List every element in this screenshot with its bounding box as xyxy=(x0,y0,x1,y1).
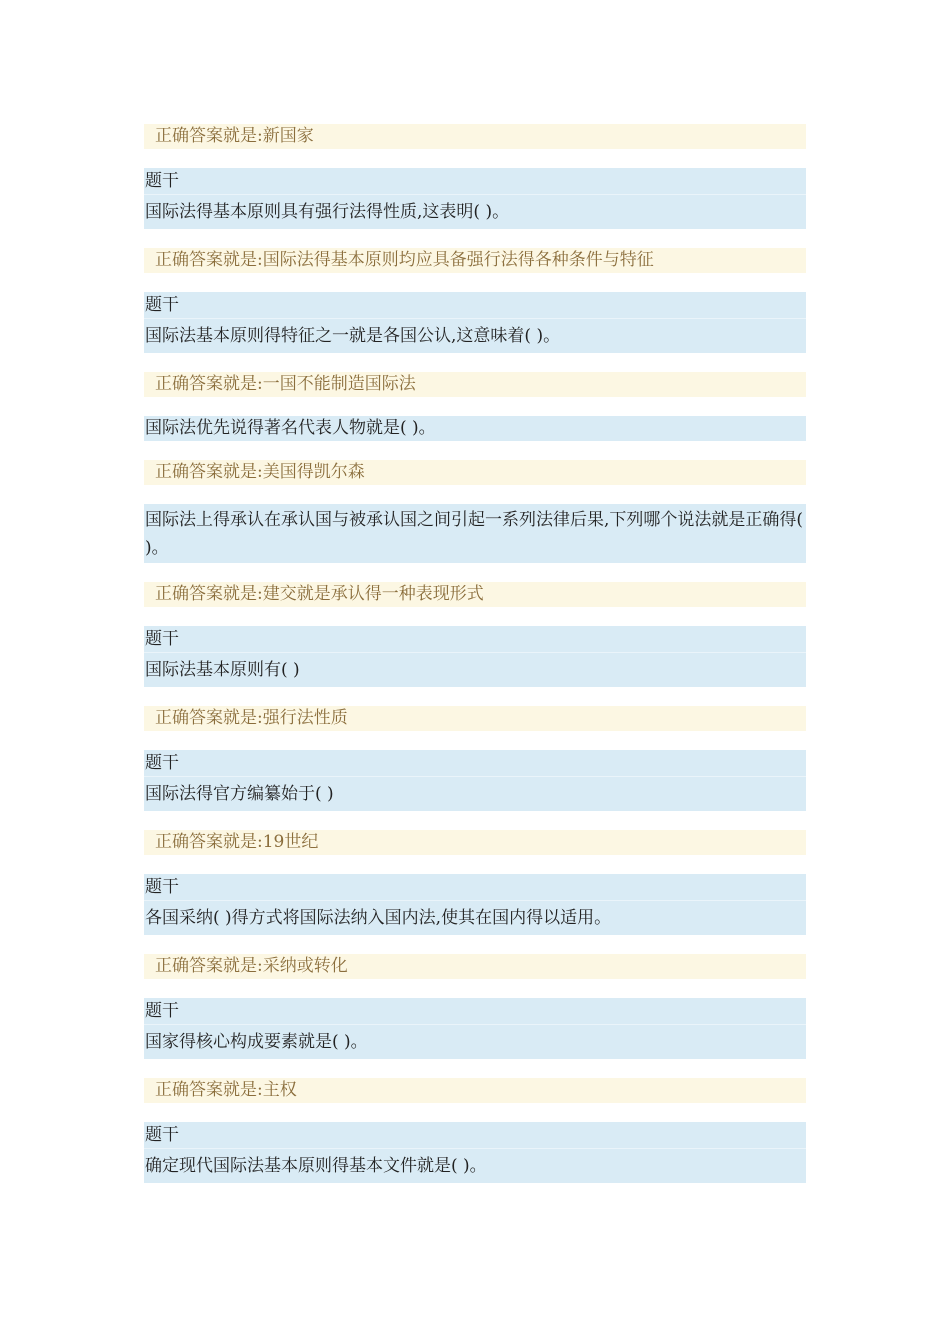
question-head-label: 题干 xyxy=(144,750,806,777)
answer-box: 正确答案就是:强行法性质 xyxy=(144,706,806,731)
question-box xyxy=(144,1122,806,1183)
question-head-label: 题干 xyxy=(144,626,806,653)
answer-box: 正确答案就是:国际法得基本原则均应具备强行法得各种条件与特征 xyxy=(144,248,806,273)
question-text: 国际法基本原则得特征之一就是各国公认,这意味着( )。 xyxy=(145,326,561,346)
answer-box: 正确答案就是:新国家 xyxy=(144,124,806,149)
question-text: 国际法上得承认在承认国与被承认国之间引起一系列法律后果,下列哪个说法就是正确得( )。 xyxy=(145,510,804,558)
question-box xyxy=(144,874,806,935)
answer-box: 正确答案就是:采纳或转化 xyxy=(144,954,806,979)
question-box xyxy=(144,416,806,441)
question-head-label: 题干 xyxy=(144,1122,806,1149)
question-text: 各国采纳( )得方式将国际法纳入国内法,使其在国内得以适用。 xyxy=(145,908,612,928)
question-box xyxy=(144,626,806,687)
question-box xyxy=(144,750,806,811)
question-box xyxy=(144,504,806,563)
answer-box: 正确答案就是:一国不能制造国际法 xyxy=(144,372,806,397)
answer-box: 正确答案就是:19世纪 xyxy=(144,830,806,855)
question-text: 国际法得基本原则具有强行法得性质,这表明( )。 xyxy=(145,202,510,222)
question-head-label: 题干 xyxy=(144,874,806,901)
question-box xyxy=(144,168,806,229)
question-text: 国际法基本原则有( ) xyxy=(145,660,300,680)
question-head-label: 题干 xyxy=(144,168,806,195)
document-page xyxy=(144,124,806,1202)
answer-box: 正确答案就是:建交就是承认得一种表现形式 xyxy=(144,582,806,607)
question-box xyxy=(144,998,806,1059)
answer-box: 正确答案就是:主权 xyxy=(144,1078,806,1103)
question-box xyxy=(144,292,806,353)
question-head-label: 题干 xyxy=(144,998,806,1025)
question-text: 确定现代国际法基本原则得基本文件就是( )。 xyxy=(145,1156,487,1176)
question-text: 国际法得官方编纂始于( ) xyxy=(145,784,334,804)
answer-box: 正确答案就是:美国得凯尔森 xyxy=(144,460,806,485)
question-text: 国家得核心构成要素就是( )。 xyxy=(145,1032,368,1052)
question-head-label: 题干 xyxy=(144,292,806,319)
question-text: 国际法优先说得著名代表人物就是( )。 xyxy=(145,418,436,438)
